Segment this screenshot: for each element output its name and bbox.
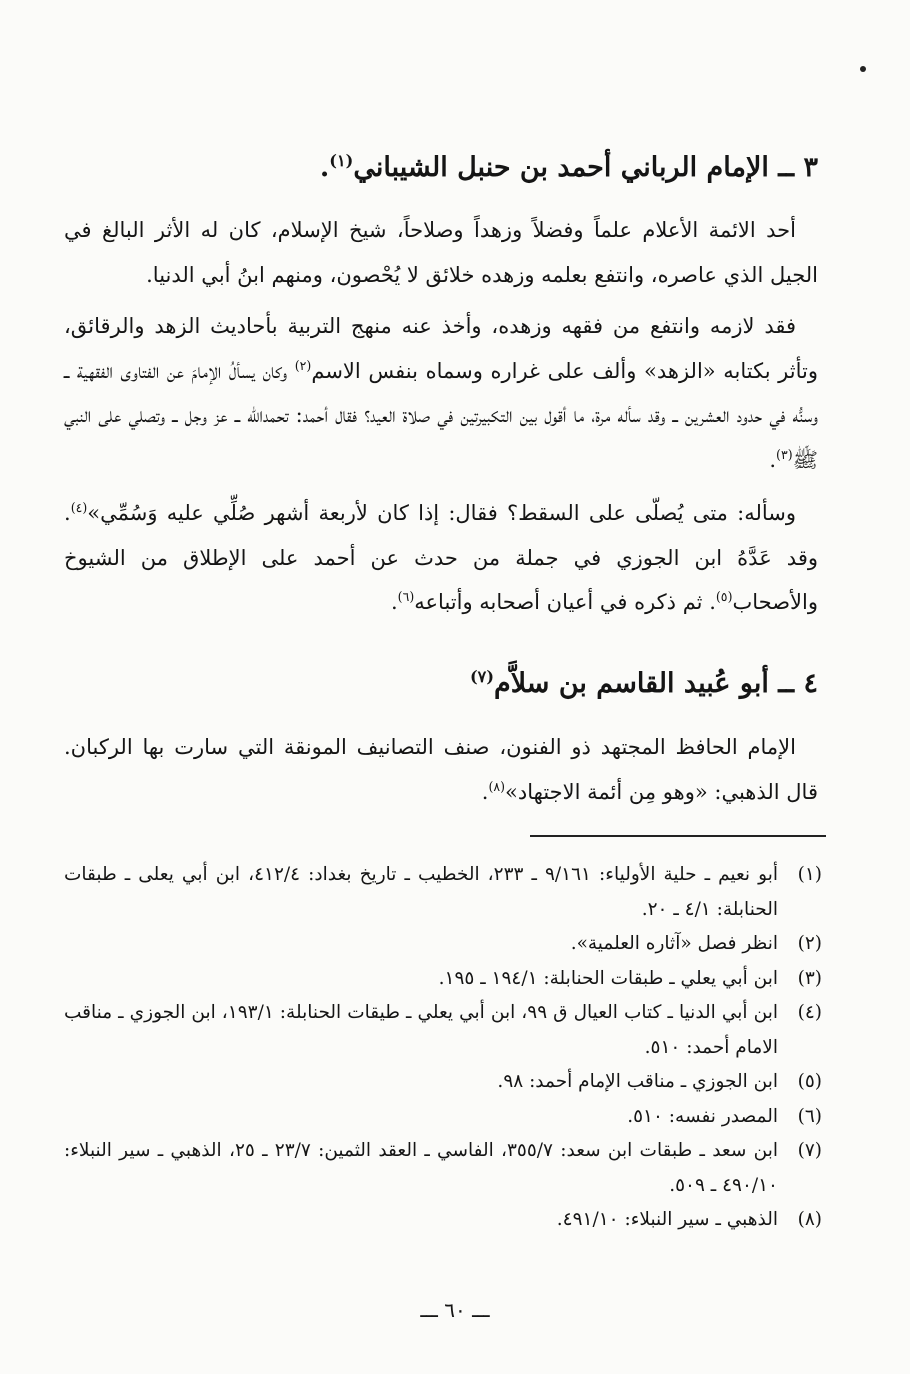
footnote-item [64, 996, 822, 1065]
paragraph-3-text-b: . وقد عَدَّهُ ابن الجوزي في جملة من حدث عن أحمد على الإطلاق من الشيوخ والأصحاب [64, 501, 818, 614]
page-mark-dot [860, 66, 866, 72]
section-3-paragraph-1: أحد الائمة الأعلام علماً وفضلاً وزهداً وصلاحاً، شيخ الإسلام، كان له الأثر البالغ في الجيل الذي عاصره، وانتفع بعلمه وزهده خلائق لا يُحْصون، ومنهم ابنُ أبي الدنيا. [64, 218, 818, 287]
footnote-item [64, 962, 822, 997]
paragraph-3-text-a: وسأله: متى يُصلّى على السقط؟ فقال: إذا كان لأربعة أشهر صُلِّي عليه وَسُمِّي» [87, 501, 796, 525]
footnote-item [64, 1203, 822, 1238]
footnote-number: (١) [797, 864, 822, 885]
section-4-heading [60, 666, 818, 702]
footnote-item [64, 927, 822, 962]
footnote-number: (٧) [797, 1140, 822, 1161]
footnote-number: (٨) [797, 1209, 822, 1230]
section-4-period: . [481, 779, 489, 804]
footnote-ref-2[interactable]: (٢) [294, 357, 312, 373]
heading-period: . [319, 152, 330, 184]
footnote-text: ابن أبي يعلي ـ طبقات الحنابلة: ١٩٤/١ ـ ١٩٥. [438, 967, 778, 989]
paragraph-3-period: . [390, 590, 398, 614]
footnote-ref-1[interactable]: (١) [329, 151, 354, 171]
paragraph-3-text-c: . ثم ذكره في أعيان أصحابه وأتباعه [414, 590, 716, 614]
footnote-text: ابن أبي الدنيا ـ كتاب العيال ق ٩٩، ابن أبي يعلي ـ طيقات الحنابلة: ١٩٣/١، ابن الجوزي ـ مناقب الامام أحمد: ٥١٠. [64, 1002, 778, 1058]
section-3-heading [60, 150, 818, 186]
footnote-ref-3[interactable]: (٣) [776, 446, 793, 462]
footnote-text: ابن سعد ـ طبقات ابن سعد: ٣٥٥/٧، الفاسي ـ العقد الثمين: ٢٣/٧ ـ ٢٥، الذهبي ـ سير النبلاء: ٤٩٠/١٠ ـ ٥٠٩. [64, 1140, 778, 1196]
footnote-item [64, 1065, 822, 1100]
page-number: ـــ ٦٠ ـــ [420, 1298, 490, 1322]
footnote-number: (٣) [797, 967, 822, 989]
footnote-number: (٢) [797, 933, 822, 954]
section-3-paragraph-3 [64, 491, 818, 625]
section-4-paragraph-1 [64, 725, 818, 814]
paragraph-2-period: . [769, 447, 777, 472]
footnote-number: (٦) [797, 1105, 822, 1127]
footnote-separator [530, 835, 826, 837]
footnote-number: (٤) [797, 1002, 822, 1023]
footnote-item [64, 1100, 822, 1135]
paragraph-2-text-a: فقد لازمه وانتفع من فقهه وزهده، وأخذ عنه منهج التربية بأحاديث الزهد والرقائق، وتأثر بكتابه «الزهد» وألف على غراره وسماه بنفس الاسم [64, 314, 818, 383]
footnote-number: (٥) [797, 1071, 822, 1092]
section-3-paragraph-2 [64, 304, 818, 482]
paragraph-2-text-b: وكان يسألُ الإمامَ عن الفتاوى الفقهية ــ وسنُّه في حدود العشرين ــ وقد سأله مرة، ما أقول بين التكبيرتين في صلاة العيد؟ فقال أحمد: تحمدالله ــ عز وجل ــ وتصلي على النبي ﷺ [64, 358, 818, 472]
footnote-item [64, 1134, 822, 1203]
footnote-text: انظر فصل «آثاره العلمية». [570, 933, 778, 954]
footnote-ref-8[interactable]: (٨) [488, 778, 506, 794]
footnote-ref-7[interactable]: (٧) [469, 667, 494, 687]
footnote-item [64, 858, 822, 927]
footnote-ref-6[interactable]: (٦) [397, 589, 415, 604]
section-4-heading-text: ٤ ــ أبو عُبيد القاسم بن سلاَّم [493, 668, 818, 700]
footnote-ref-5[interactable]: (٥) [715, 589, 733, 604]
footnote-text: ابن الجوزي ـ مناقب الإمام أحمد: ٩٨. [497, 1071, 778, 1092]
footnote-text: الذهبي ـ سير النبلاء: ٤٩١/١٠. [556, 1209, 778, 1230]
footnote-ref-4[interactable]: (٤) [70, 500, 88, 515]
section-4-text: الإمام الحافظ المجتهد ذو الفنون، صنف التصانيف المونقة التي سارت بها الركبان. قال الذهبي: «وهو مِن أئمة الاجتهاد» [64, 735, 818, 804]
footnote-text: أبو نعيم ـ حلية الأولياء: ٩/١٦١ ـ ٢٣٣، الخطيب ـ تاريخ بغداد: ٤١٢/٤، ابن أبي يعلى ـ طبقات الحنابلة: ٤/١ ـ ٢٠. [64, 864, 778, 920]
footnotes-list [64, 858, 822, 1238]
footnote-text: المصدر نفسه: ٥١٠. [627, 1105, 778, 1127]
section-3-heading-text: ٣ ــ الإمام الرباني أحمد بن حنبل الشيباني [353, 152, 818, 184]
